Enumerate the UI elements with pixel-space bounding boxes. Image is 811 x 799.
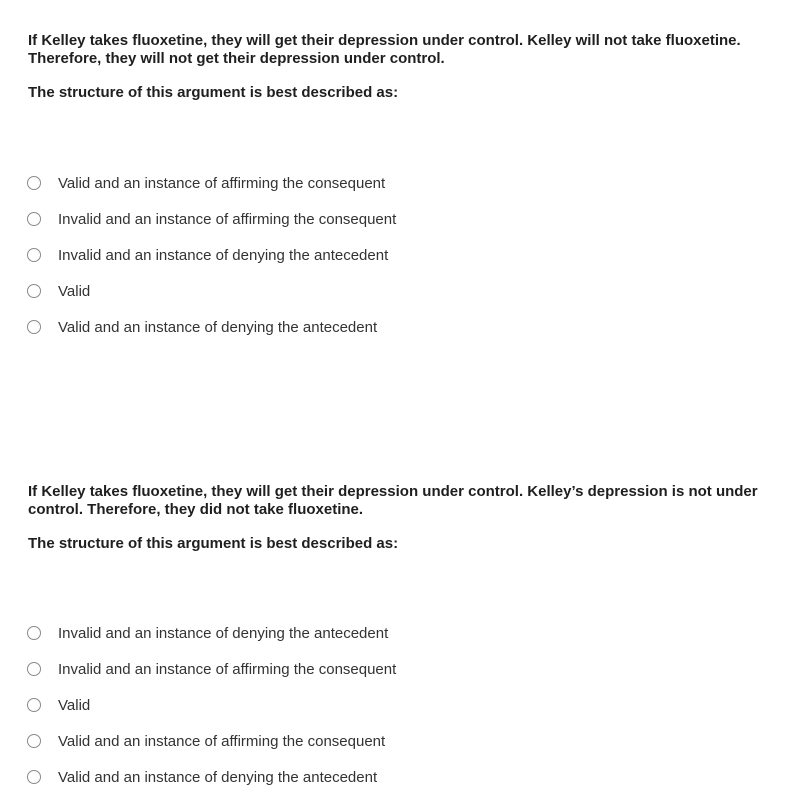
option-label: Invalid and an instance of affirming the consequent <box>58 210 397 228</box>
answer-option[interactable] <box>0 723 396 759</box>
answer-option[interactable] <box>0 687 396 723</box>
radio-button[interactable] <box>27 248 41 262</box>
radio-button[interactable] <box>27 320 41 334</box>
option-label: Valid <box>58 696 91 714</box>
question-prompt: If Kelley takes fluoxetine, they will get their depression under control. Kelley will not take fluoxetine. Therefore, they will not get their depression under control. <box>28 32 741 67</box>
option-label: Valid and an instance of affirming the consequent <box>58 174 386 192</box>
question-stem: The structure of this argument is best described as: <box>28 535 399 552</box>
radio-button[interactable] <box>27 734 41 748</box>
radio-button[interactable] <box>27 662 41 676</box>
option-label: Invalid and an instance of affirming the consequent <box>58 660 397 678</box>
answer-options <box>0 165 396 345</box>
question-stem: The structure of this argument is best described as: <box>28 84 399 101</box>
answer-option[interactable] <box>0 201 396 237</box>
radio-button[interactable] <box>27 284 41 298</box>
radio-button[interactable] <box>27 770 41 784</box>
question-2 <box>0 483 811 553</box>
question-prompt: If Kelley takes fluoxetine, they will get their depression under control. Kelley’s depression is not under control. Therefore, they did not take fluoxetine. <box>28 483 758 518</box>
option-label: Valid <box>58 282 91 300</box>
radio-button[interactable] <box>27 698 41 712</box>
answer-options <box>0 615 396 795</box>
option-label: Valid and an instance of denying the antecedent <box>58 318 378 336</box>
answer-option[interactable] <box>0 237 396 273</box>
option-label: Invalid and an instance of denying the antecedent <box>58 624 389 642</box>
radio-button[interactable] <box>27 176 41 190</box>
radio-button[interactable] <box>27 626 41 640</box>
question-1 <box>0 32 811 102</box>
answer-option[interactable] <box>0 615 396 651</box>
answer-option[interactable] <box>0 759 396 795</box>
radio-button[interactable] <box>27 212 41 226</box>
answer-option[interactable] <box>0 651 396 687</box>
answer-option[interactable] <box>0 273 396 309</box>
answer-option[interactable] <box>0 165 396 201</box>
option-label: Valid and an instance of denying the antecedent <box>58 768 378 786</box>
answer-option[interactable] <box>0 309 396 345</box>
option-label: Invalid and an instance of denying the antecedent <box>58 246 389 264</box>
option-label: Valid and an instance of affirming the consequent <box>58 732 386 750</box>
